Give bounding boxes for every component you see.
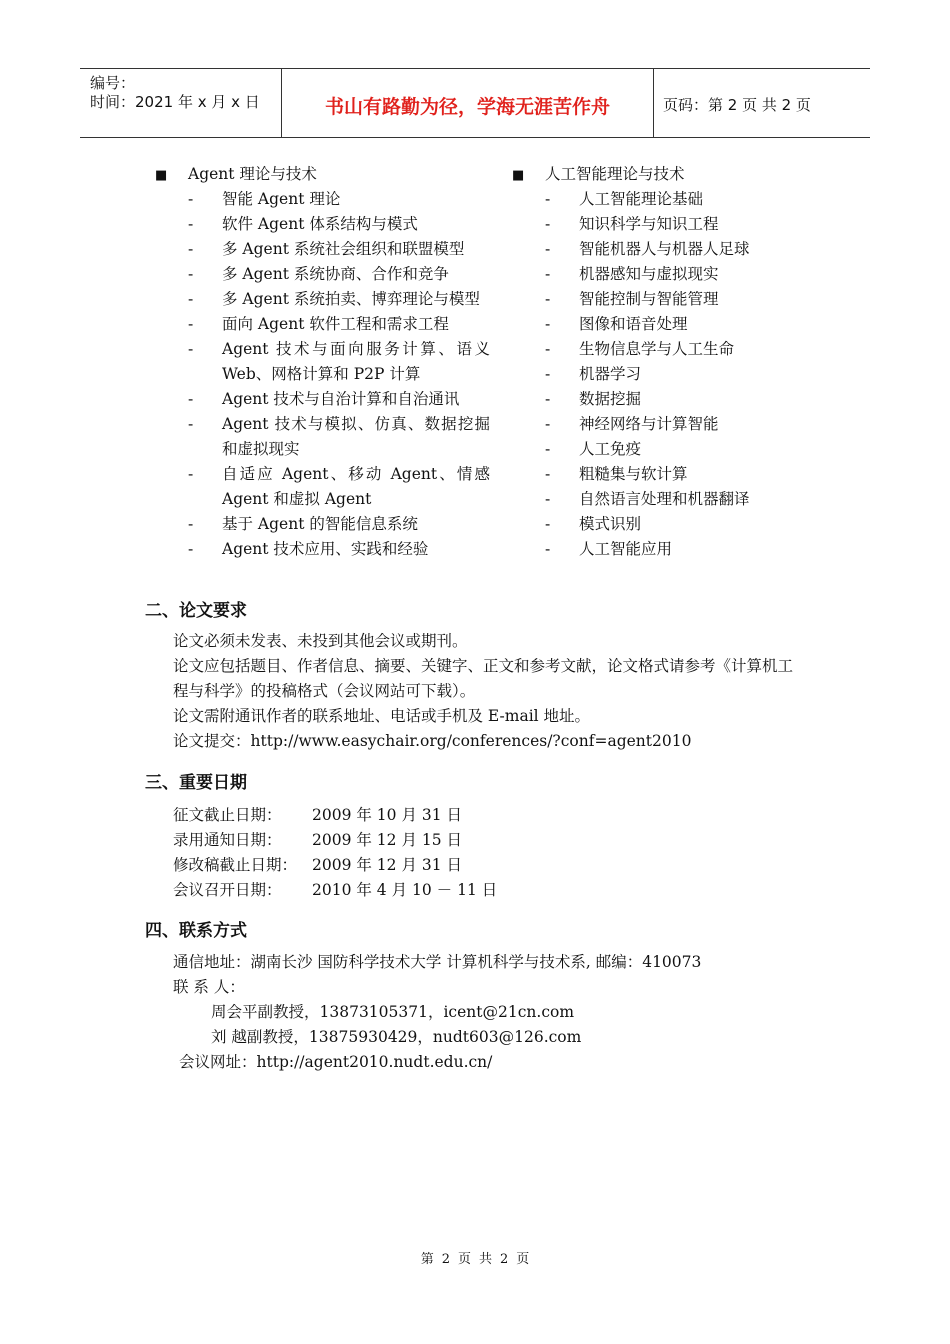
- date-label: 录用通知日期：: [173, 831, 282, 849]
- topic-category-ai: [512, 162, 852, 187]
- contact-person-label: 联 系 人：: [173, 978, 245, 996]
- header-page-cell: [653, 69, 870, 137]
- topics-right-column: [512, 162, 852, 562]
- list-item: - 图像和语音处理: [512, 312, 852, 337]
- list-item: - 软件 Agent 体系结构与模式: [155, 212, 495, 237]
- list-item: - 知识科学与知识工程: [512, 212, 852, 237]
- date-label: 会议召开日期：: [173, 881, 282, 899]
- dash-bullet-icon: -: [188, 340, 194, 358]
- submission-line: 论文提交：http://www.easychair.org/conferences/?conf=agent2010: [173, 732, 692, 750]
- list-item: - Agent 技术与自治计算和自治通讯: [155, 387, 495, 412]
- date-row: [173, 803, 497, 828]
- list-item: - 机器学习: [512, 362, 852, 387]
- list-item: - 智能控制与智能管理: [512, 287, 852, 312]
- contact-heading: 四、联系方式: [145, 921, 247, 941]
- dash-bullet-icon: -: [188, 190, 194, 208]
- dash-bullet-icon: -: [545, 465, 551, 483]
- dash-bullet-icon: -: [545, 365, 551, 383]
- dash-bullet-icon: -: [188, 540, 194, 558]
- requirement-line: 论文需附通讯作者的联系地址、电话或手机及 E-mail 地址。: [173, 707, 591, 725]
- requirements-body: [173, 629, 798, 754]
- list-item: - 多 Agent 系统拍卖、博弈理论与模型: [155, 287, 495, 312]
- dash-bullet-icon: -: [188, 290, 194, 308]
- requirement-line: 论文应包括题目、作者信息、摘要、关键字、正文和参考文献，论文格式请参考《计算机工程与科学》的投稿格式（会议网站可下载）。: [173, 657, 794, 700]
- dash-bullet-icon: -: [188, 215, 194, 233]
- list-item: - 模式识别: [512, 512, 852, 537]
- topic-category-title: Agent 理论与技术: [188, 165, 317, 183]
- date-label: 征文截止日期：: [173, 806, 282, 824]
- date-value: 2009 年 12 月 15 日: [312, 831, 463, 849]
- list-item: - 面向 Agent 软件工程和需求工程: [155, 312, 495, 337]
- dash-bullet-icon: -: [545, 440, 551, 458]
- dash-bullet-icon: -: [545, 315, 551, 333]
- dash-bullet-icon: -: [188, 415, 194, 433]
- header-motto: 书山有路勤为径，学海无涯苦作舟: [324, 96, 610, 118]
- list-item: - 自然语言处理和机器翻译: [512, 487, 852, 512]
- list-item: - 智能 Agent 理论: [155, 187, 495, 212]
- dash-bullet-icon: -: [188, 465, 194, 483]
- date-row: [173, 853, 497, 878]
- dash-bullet-icon: -: [545, 190, 551, 208]
- dash-bullet-icon: -: [188, 265, 194, 283]
- topics-left-column: [155, 162, 495, 562]
- dash-bullet-icon: -: [188, 390, 194, 408]
- list-item: - 人工免疫: [512, 437, 852, 462]
- dash-bullet-icon: -: [545, 540, 551, 558]
- page-header: [80, 68, 870, 138]
- contact-person: 周会平副教授，13873105371，icent@21cn.com: [211, 1003, 575, 1021]
- dates-list: [173, 803, 497, 903]
- header-meta: [80, 69, 280, 137]
- time-label: 时间：2021 年 x 月 x 日: [90, 93, 260, 111]
- date-value: 2009 年 10 月 31 日: [312, 806, 463, 824]
- date-value: 2010 年 4 月 10 － 11 日: [312, 881, 498, 899]
- dash-bullet-icon: -: [545, 390, 551, 408]
- dash-bullet-icon: -: [545, 490, 551, 508]
- date-row: [173, 828, 497, 853]
- dash-bullet-icon: -: [545, 265, 551, 283]
- date-label: 修改稿截止日期：: [173, 856, 298, 874]
- number-label: 编号：: [90, 74, 136, 92]
- list-item: - Agent 技术与面向服务计算、语义 Web、网格计算和 P2P 计算: [155, 337, 495, 387]
- header-motto-cell: [281, 69, 654, 137]
- list-item: - 人工智能应用: [512, 537, 852, 562]
- conference-website: 会议网址：http://agent2010.nudt.edu.cn/: [179, 1053, 493, 1071]
- contact-body: [173, 950, 701, 1050]
- topic-category-title: 人工智能理论与技术: [545, 165, 685, 183]
- list-item: - Agent 技术应用、实践和经验: [155, 537, 495, 562]
- dash-bullet-icon: -: [545, 240, 551, 258]
- square-bullet-icon: ■: [155, 168, 168, 183]
- topic-category-agent: [155, 162, 495, 187]
- list-item: - 神经网络与计算智能: [512, 412, 852, 437]
- list-item: - 智能机器人与机器人足球: [512, 237, 852, 262]
- contact-person: 刘 越副教授，13875930429，nudt603@126.com: [211, 1028, 582, 1046]
- requirements-heading: 二、论文要求: [145, 601, 247, 621]
- list-item: - 数据挖掘: [512, 387, 852, 412]
- list-item: - 人工智能理论基础: [512, 187, 852, 212]
- dash-bullet-icon: -: [545, 215, 551, 233]
- list-item: - 自适应 Agent、移动 Agent、情感 Agent 和虚拟 Agent: [155, 462, 495, 512]
- dash-bullet-icon: -: [545, 415, 551, 433]
- requirement-line: 论文必须未发表、未投到其他会议或期刊。: [173, 632, 468, 650]
- dash-bullet-icon: -: [545, 340, 551, 358]
- dash-bullet-icon: -: [545, 515, 551, 533]
- dates-heading: 三、重要日期: [145, 773, 247, 793]
- list-item: - Agent 技术与模拟、仿真、数据挖掘和虚拟现实: [155, 412, 495, 462]
- contact-address: 通信地址：湖南长沙 国防科学技术大学 计算机科学与技术系, 邮编：410073: [173, 953, 702, 971]
- page-label: 页码：第 2 页 共 2 页: [663, 96, 811, 114]
- page-footer: 第 2 页 共 2 页: [420, 1252, 530, 1267]
- dash-bullet-icon: -: [545, 290, 551, 308]
- dash-bullet-icon: -: [188, 315, 194, 333]
- date-value: 2009 年 12 月 31 日: [312, 856, 463, 874]
- list-item: - 多 Agent 系统协商、合作和竞争: [155, 262, 495, 287]
- dash-bullet-icon: -: [188, 240, 194, 258]
- square-bullet-icon: ■: [512, 168, 525, 183]
- list-item: - 生物信息学与人工生命: [512, 337, 852, 362]
- date-row: [173, 878, 497, 903]
- list-item: - 多 Agent 系统社会组织和联盟模型: [155, 237, 495, 262]
- dash-bullet-icon: -: [188, 515, 194, 533]
- list-item: - 机器感知与虚拟现实: [512, 262, 852, 287]
- list-item: - 粗糙集与软计算: [512, 462, 852, 487]
- list-item: - 基于 Agent 的智能信息系统: [155, 512, 495, 537]
